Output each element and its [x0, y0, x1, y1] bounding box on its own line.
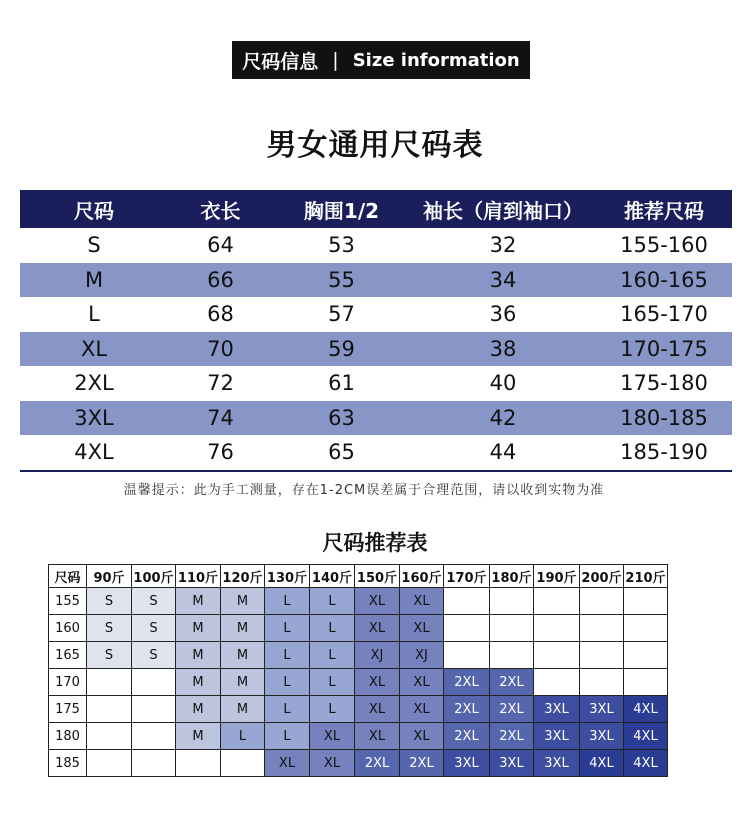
size-chart-header-row — [20, 190, 732, 228]
reco-size-cell: XL — [355, 588, 400, 615]
reco-header-weight: 180斤 — [490, 565, 534, 588]
reco-size-cell — [221, 750, 265, 777]
reco-height-cell: 185 — [49, 750, 87, 777]
size-chart-row — [20, 435, 732, 471]
size-chart-cell: 55 — [273, 263, 410, 298]
reco-size-cell: L — [265, 723, 310, 750]
reco-size-cell: 2XL — [490, 696, 534, 723]
reco-size-cell: L — [310, 615, 355, 642]
size-chart-cell: 4XL — [20, 435, 168, 471]
reco-size-cell — [87, 750, 132, 777]
reco-size-cell: M — [176, 723, 221, 750]
size-chart-cell: 65 — [273, 435, 410, 471]
reco-size-cell: XL — [310, 723, 355, 750]
reco-size-cell — [624, 669, 668, 696]
reco-header-weight: 130斤 — [265, 565, 310, 588]
size-chart-cell: 72 — [207, 371, 234, 396]
size-chart-cell: 74 — [168, 401, 273, 436]
reco-size-cell — [444, 642, 490, 669]
size-chart-row — [20, 366, 732, 401]
recommendation-row — [49, 723, 668, 750]
size-chart-cell: 70 — [168, 332, 273, 367]
reco-size-cell: L — [265, 615, 310, 642]
reco-size-cell: XL — [310, 750, 355, 777]
reco-header-weight: 150斤 — [355, 565, 400, 588]
reco-size-cell: 4XL — [580, 750, 624, 777]
size-chart-cell: 44 — [410, 435, 596, 471]
reco-height-cell: 165 — [49, 642, 87, 669]
reco-size-cell — [176, 750, 221, 777]
recommendation-row — [49, 615, 668, 642]
reco-size-cell: S — [87, 588, 132, 615]
recommendation-row — [49, 696, 668, 723]
measurement-note: 温馨提示：此为手工测量，存在1-2CM误差属于合理范围，请以收到实物为准 — [123, 483, 605, 498]
reco-height-cell: 160 — [49, 615, 87, 642]
reco-size-cell: M — [221, 642, 265, 669]
size-chart-cell: 59 — [273, 332, 410, 367]
reco-size-cell: XL — [400, 588, 444, 615]
reco-size-cell: S — [87, 615, 132, 642]
reco-size-cell — [624, 642, 668, 669]
size-chart-cell: L — [88, 302, 100, 327]
reco-size-cell: 3XL — [534, 696, 580, 723]
reco-size-cell: XL — [400, 669, 444, 696]
recommendation-row — [49, 669, 668, 696]
reco-size-cell: 3XL — [444, 750, 490, 777]
reco-size-cell: M — [221, 615, 265, 642]
size-chart-row — [20, 263, 732, 298]
size-chart-cell: 3XL — [20, 401, 168, 436]
size-chart-row — [20, 228, 732, 263]
size-chart-cell: S — [87, 233, 101, 258]
reco-size-cell: XL — [355, 615, 400, 642]
size-chart-cell: 185-190 — [596, 435, 732, 471]
reco-size-cell — [580, 642, 624, 669]
reco-size-cell — [444, 615, 490, 642]
reco-header-weight: 210斤 — [624, 565, 668, 588]
reco-header-weight: 100斤 — [132, 565, 176, 588]
reco-size-cell: M — [221, 588, 265, 615]
recommendation-row — [49, 750, 668, 777]
reco-size-cell: 3XL — [580, 723, 624, 750]
reco-size-cell — [132, 669, 176, 696]
size-chart-cell: 170-175 — [596, 332, 732, 367]
reco-size-cell: 2XL — [400, 750, 444, 777]
recommendation-row — [49, 642, 668, 669]
reco-size-cell: L — [221, 723, 265, 750]
banner-separator: | — [332, 49, 339, 71]
reco-size-cell: 4XL — [624, 723, 668, 750]
reco-size-cell: XL — [355, 723, 400, 750]
reco-size-cell: L — [265, 669, 310, 696]
reco-size-cell: XL — [400, 696, 444, 723]
reco-size-cell — [534, 669, 580, 696]
size-chart-body — [20, 228, 732, 471]
reco-size-cell: XL — [355, 696, 400, 723]
reco-size-cell: M — [176, 588, 221, 615]
reco-header-weight: 120斤 — [221, 565, 265, 588]
size-chart-cell: 180-185 — [596, 401, 732, 436]
reco-size-cell: 2XL — [444, 723, 490, 750]
reco-size-cell: 3XL — [534, 723, 580, 750]
reco-header-weight: 90斤 — [87, 565, 132, 588]
reco-size-cell: XL — [400, 723, 444, 750]
reco-header-size: 尺码 — [49, 565, 87, 588]
size-chart-cell: 64 — [207, 233, 234, 258]
recommendation-table — [48, 564, 668, 777]
reco-size-cell: L — [310, 669, 355, 696]
reco-size-cell — [534, 615, 580, 642]
reco-size-cell — [580, 669, 624, 696]
size-chart-cell: 2XL — [74, 371, 114, 396]
banner-title-zh: 尺码信息 — [242, 50, 319, 73]
reco-size-cell: 2XL — [444, 696, 490, 723]
page-title: 男女通用尺码表 — [266, 128, 484, 163]
size-chart-cell: 32 — [489, 233, 517, 258]
col-header-recommended: 推荐尺码 — [596, 190, 732, 228]
banner-title-en: Size information — [352, 49, 520, 71]
reco-height-cell: 170 — [49, 669, 87, 696]
reco-size-cell: 3XL — [580, 696, 624, 723]
size-chart-cell: 38 — [410, 332, 596, 367]
reco-header-weight: 170斤 — [444, 565, 490, 588]
size-chart-cell: 42 — [410, 401, 596, 436]
recommendation-header-row — [49, 565, 668, 588]
reco-size-cell: 3XL — [534, 750, 580, 777]
size-chart-cell: 53 — [328, 233, 355, 258]
reco-size-cell: 2XL — [490, 723, 534, 750]
reco-size-cell: S — [132, 615, 176, 642]
reco-size-cell — [444, 588, 490, 615]
size-chart-cell: 40 — [489, 371, 517, 396]
reco-size-cell: XL — [400, 615, 444, 642]
reco-size-cell: XL — [355, 669, 400, 696]
reco-height-cell: 155 — [49, 588, 87, 615]
size-chart-cell: M — [20, 263, 168, 298]
reco-header-weight: 200斤 — [580, 565, 624, 588]
reco-size-cell: 4XL — [624, 750, 668, 777]
reco-size-cell: XJ — [400, 642, 444, 669]
size-chart-row — [20, 332, 732, 367]
reco-size-cell: L — [310, 696, 355, 723]
reco-size-cell: M — [176, 642, 221, 669]
reco-size-cell — [132, 696, 176, 723]
reco-height-cell: 180 — [49, 723, 87, 750]
size-chart-table — [20, 190, 732, 472]
reco-size-cell: L — [310, 588, 355, 615]
reco-size-cell — [87, 723, 132, 750]
size-chart-cell: 63 — [273, 401, 410, 436]
reco-size-cell: 2XL — [355, 750, 400, 777]
reco-size-cell — [87, 669, 132, 696]
reco-size-cell — [624, 588, 668, 615]
size-chart-cell: 160-165 — [596, 263, 732, 298]
reco-size-cell — [132, 723, 176, 750]
reco-size-cell — [87, 696, 132, 723]
reco-size-cell: M — [176, 669, 221, 696]
reco-size-cell — [132, 750, 176, 777]
reco-size-cell — [580, 615, 624, 642]
reco-size-cell — [580, 588, 624, 615]
size-chart-cell: XL — [20, 332, 168, 367]
size-info-banner — [232, 41, 530, 79]
reco-size-cell: L — [265, 588, 310, 615]
size-chart-row — [20, 401, 732, 436]
size-chart-cell: 36 — [489, 302, 517, 327]
col-header-length: 衣长 — [168, 190, 273, 228]
size-chart-cell: 76 — [168, 435, 273, 471]
size-chart-cell: 68 — [207, 302, 234, 327]
reco-size-cell: 2XL — [490, 669, 534, 696]
reco-size-cell — [534, 588, 580, 615]
size-chart-cell: 57 — [328, 302, 355, 327]
reco-size-cell: L — [265, 696, 310, 723]
size-chart-cell: 155-160 — [620, 233, 708, 258]
reco-size-cell: M — [176, 696, 221, 723]
reco-header-weight: 110斤 — [176, 565, 221, 588]
recommendation-row — [49, 588, 668, 615]
reco-size-cell: S — [132, 642, 176, 669]
col-header-sleeve: 袖长（肩到袖口） — [410, 190, 596, 228]
reco-size-cell: 2XL — [444, 669, 490, 696]
size-chart-cell: 175-180 — [620, 371, 708, 396]
reco-size-cell: S — [87, 642, 132, 669]
reco-size-cell: XL — [265, 750, 310, 777]
recommendation-title: 尺码推荐表 — [322, 531, 428, 555]
size-chart-cell: 165-170 — [620, 302, 708, 327]
reco-size-cell: 4XL — [624, 696, 668, 723]
reco-header-weight: 140斤 — [310, 565, 355, 588]
reco-size-cell: L — [265, 642, 310, 669]
reco-size-cell: M — [221, 669, 265, 696]
reco-size-cell — [534, 642, 580, 669]
recommendation-body — [49, 588, 668, 777]
reco-header-weight: 160斤 — [400, 565, 444, 588]
reco-size-cell: L — [310, 642, 355, 669]
reco-size-cell: M — [221, 696, 265, 723]
size-chart-cell: 34 — [410, 263, 596, 298]
reco-size-cell — [490, 588, 534, 615]
reco-size-cell: M — [176, 615, 221, 642]
reco-size-cell — [490, 642, 534, 669]
reco-height-cell: 175 — [49, 696, 87, 723]
reco-size-cell: XJ — [355, 642, 400, 669]
reco-size-cell: 3XL — [490, 750, 534, 777]
reco-size-cell: S — [132, 588, 176, 615]
reco-size-cell — [490, 615, 534, 642]
col-header-chest: 胸围1/2 — [273, 190, 410, 228]
size-chart-cell: 61 — [328, 371, 355, 396]
size-chart-cell: 66 — [168, 263, 273, 298]
size-chart-row — [20, 297, 732, 332]
reco-header-weight: 190斤 — [534, 565, 580, 588]
reco-size-cell — [624, 615, 668, 642]
col-header-size: 尺码 — [20, 190, 168, 228]
